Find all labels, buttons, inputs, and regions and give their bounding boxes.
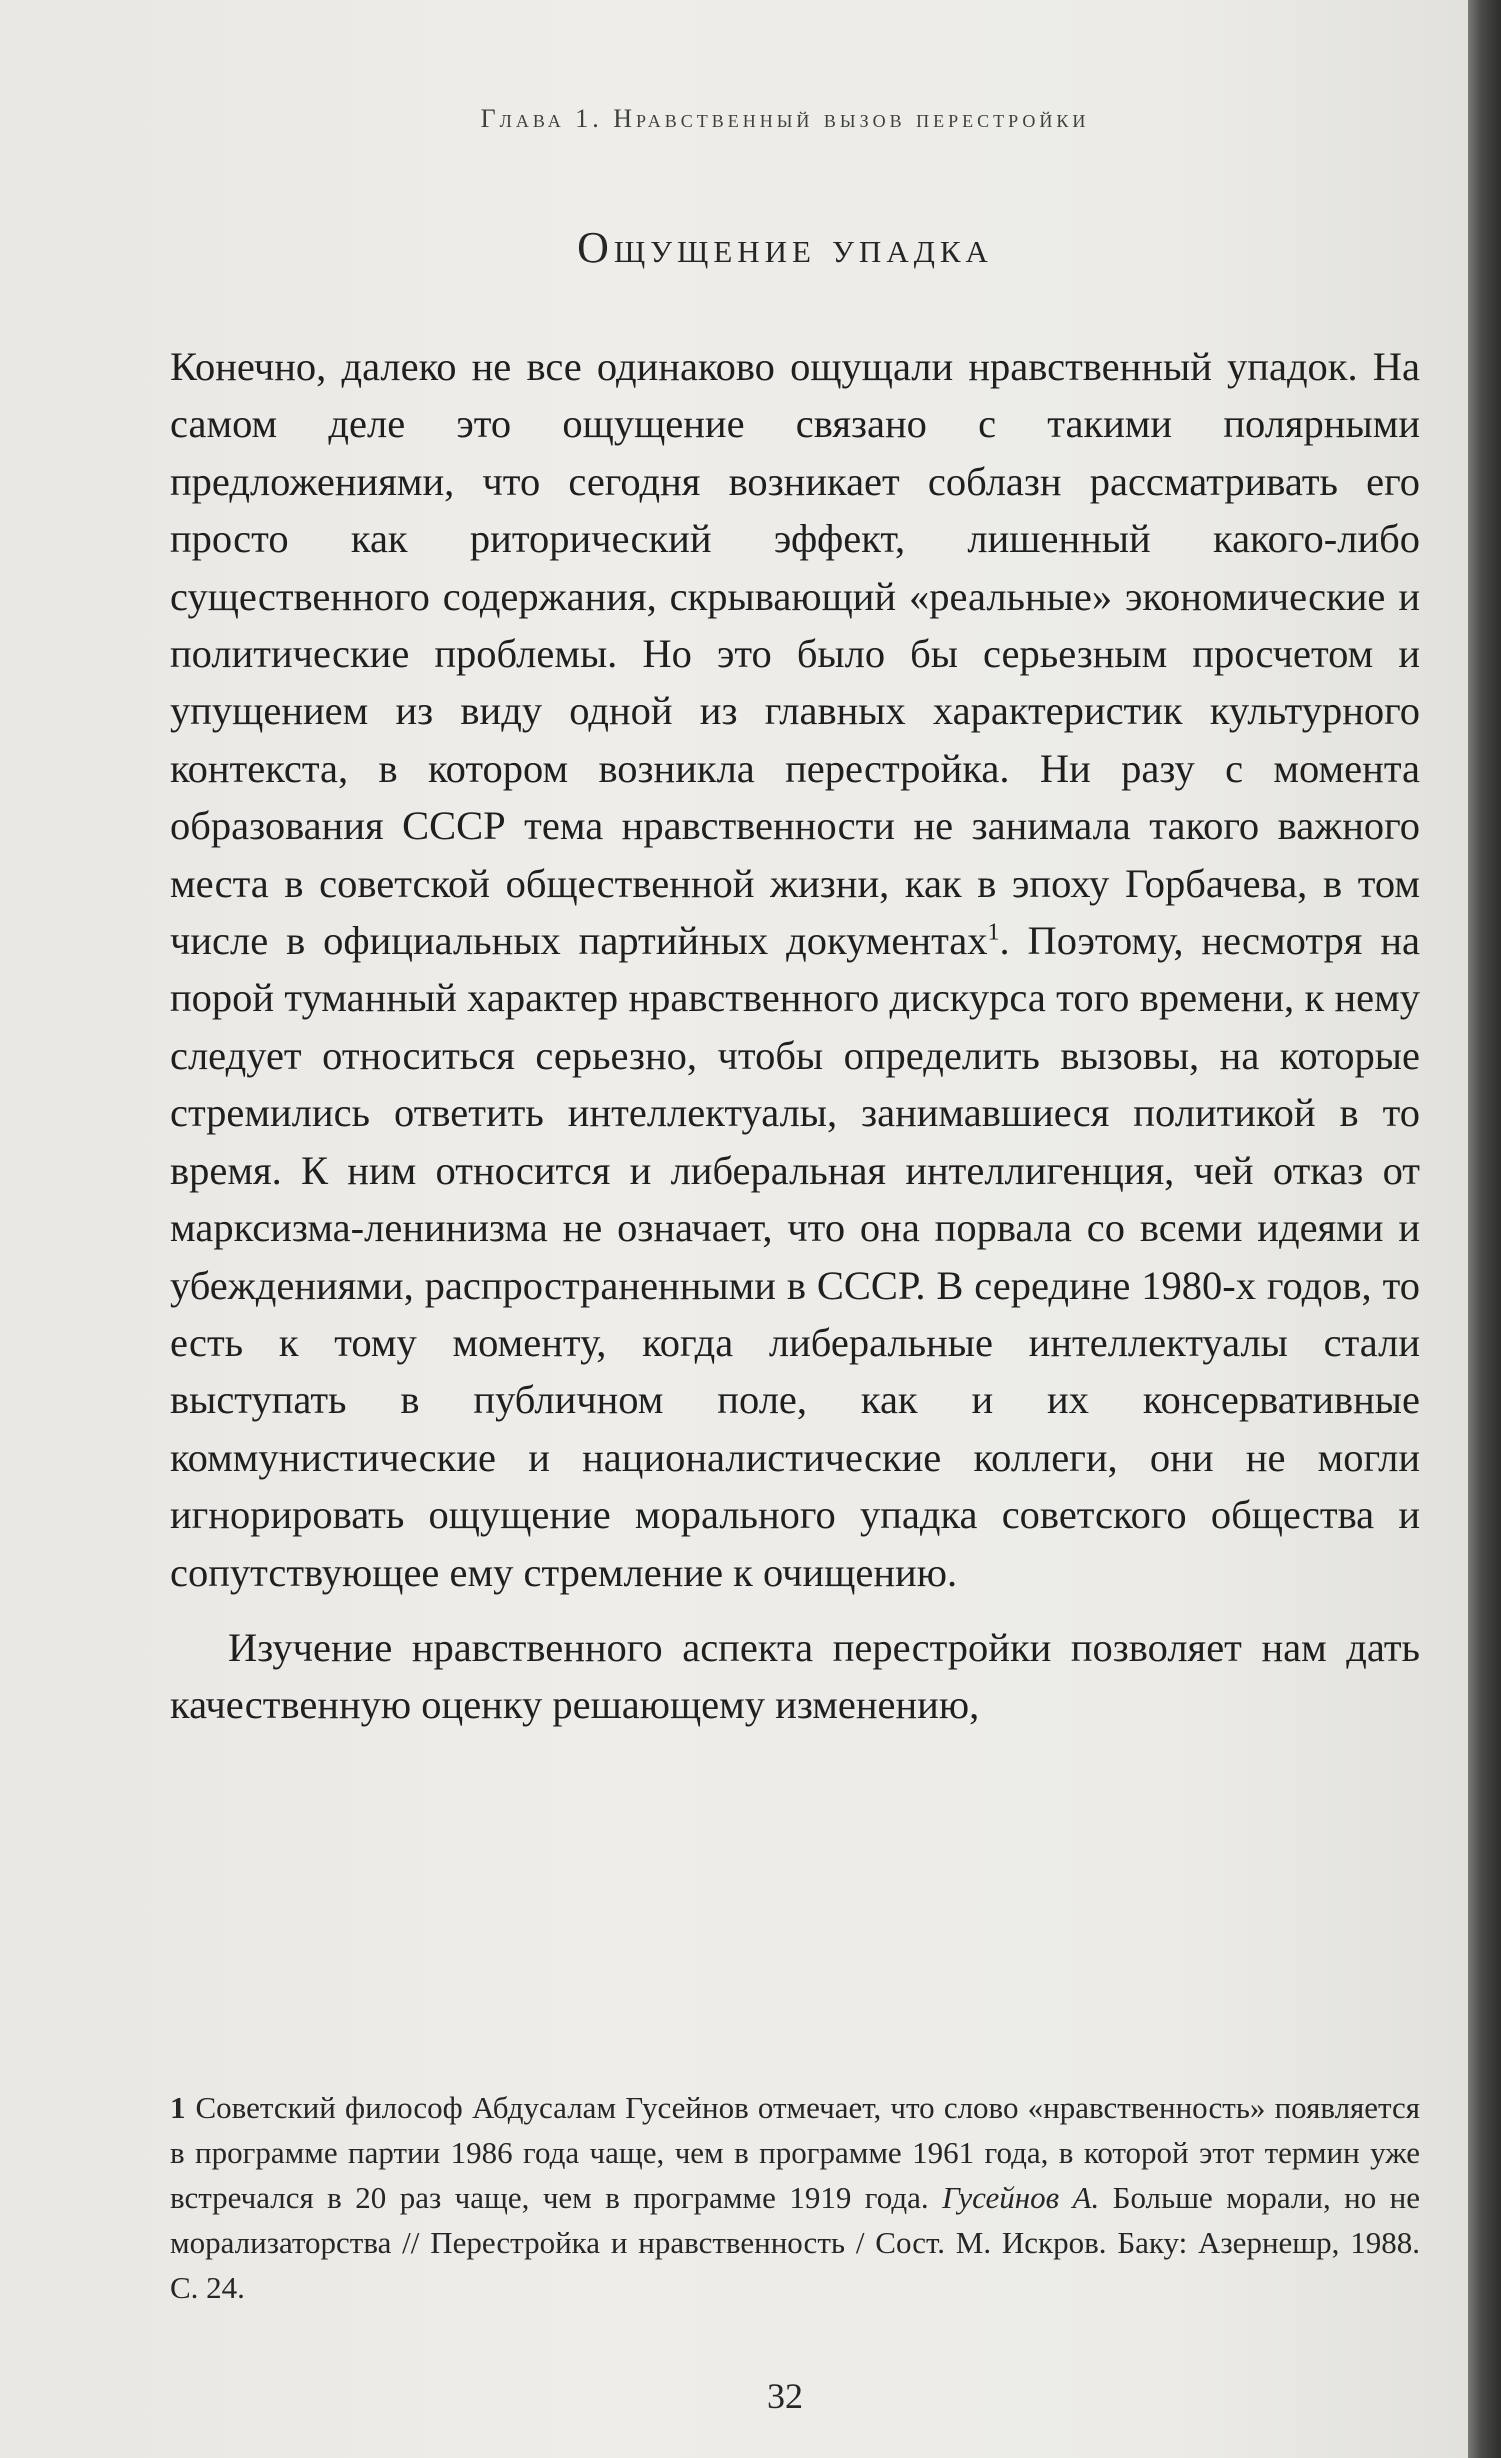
footnote-reference: 1: [987, 919, 1000, 946]
paragraph-2: Изучение нравственного аспекта перестройки позволяет нам дать качественную оценку решающему изменению,: [170, 1624, 1420, 1728]
section-title: Ощущение упадка: [577, 223, 993, 272]
footnote-text-a: Советский философ Абдусалам Гусейнов отмечает, что слово «нравственность» появляется в программе партии 1986 года чаще, чем в программе 1961 года, в которой этот термин уже встречался в 20 раз чаще, чем в программе 1919 года.: [170, 2090, 1420, 2215]
paragraph-1-text-a: Конечно, далеко не все одинаково ощущали нравственный упадок. На самом деле это ощущение связано с такими полярными предложениями, что сегодня возникает соблазн рассматривать его просто как риторический эффект, лишенный какого-либо существенного содержания, скрывающий «реальные» экономические и политические проблемы. Но это было бы серьезным просчетом и упущением из виду одной из главных характеристик культурного контекста, в котором возникла перестройка. Ни разу с момента образования СССР тема нравственности не занимала такого важного места в советской общественной жизни, как в эпоху Горбачева, в том числе в официальных партийных документах: [170, 344, 1420, 964]
footnote-number: 1: [170, 2090, 186, 2125]
footnote-author: Гусейнов А.: [942, 2180, 1100, 2215]
paragraph-1: [170, 338, 1420, 1601]
footnote-text-b: Больше морали, но не морализаторства // Перестройка и нравственность / Сост. М. Искров. Баку: Азернешр, 1988. С. 24.: [170, 2180, 1421, 2305]
paragraph-1-text-b: . Поэтому, несмотря на порой туманный характер нравственного дискурса того времени, к нему следует относиться серьезно, чтобы определить вызовы, на которые стремились ответить интеллектуалы, занимавшиеся политикой в то время. К ним относится и либеральная интеллигенция, чей отказ от марксизма-ленинизма не означает, что она порвала со всеми идеями и убеждениями, распространенными в СССР. В середине 1980-х годов, то есть к тому моменту, когда либеральные интеллектуалы стали выступать в публичном поле, как и их консервативные коммунистические и националистические коллеги, они не могли игнорировать ощущение морального упадка советского общества и сопутствующее ему стремление к очищению.: [170, 918, 1420, 1595]
running-head: Глава 1. Нравственный вызов перестройки: [480, 104, 1090, 133]
page-edge-shadow: [1468, 0, 1501, 2458]
body-text: [170, 338, 1420, 1734]
footnote: [170, 2085, 1420, 2310]
page-number: 32: [767, 2376, 803, 2416]
